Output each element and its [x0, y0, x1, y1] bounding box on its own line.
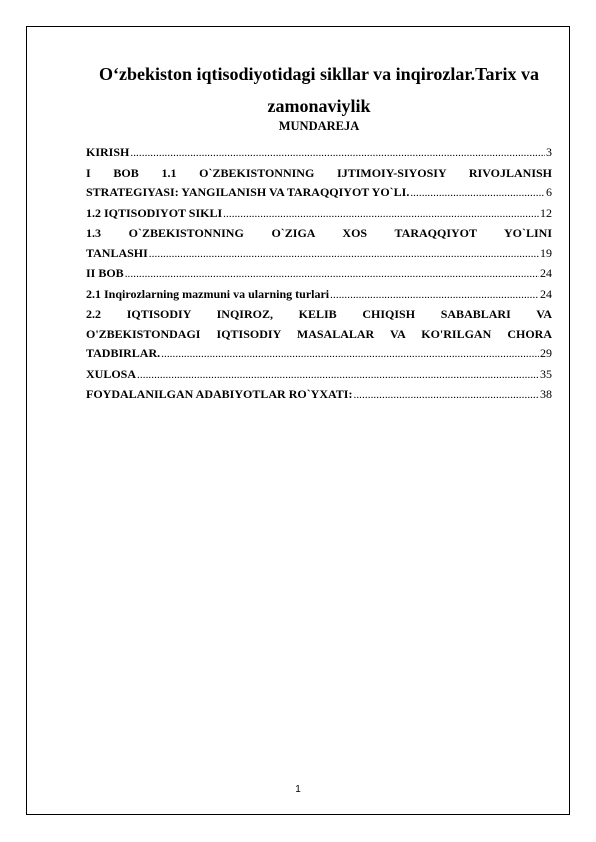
toc-leader-dots	[149, 244, 539, 265]
toc-leader-dots	[330, 285, 539, 306]
toc-page-number: 12	[540, 205, 552, 220]
toc-leader-dots	[137, 365, 539, 386]
toc-entry-label: KIRISH	[86, 145, 130, 159]
toc-page-number: 29	[540, 346, 552, 360]
toc-entry-label: 2.1 Inqirozlarning mazmuni va ularning turlari	[86, 286, 330, 301]
toc-leader-dots	[353, 385, 539, 406]
toc-entry-label: FOYDALANILGAN ADABIYOTLAR RO`YXATI:	[86, 387, 353, 401]
toc-leader-dots	[130, 143, 545, 164]
toc-entry-1-1[interactable]	[86, 164, 552, 204]
toc-leader-dots	[410, 183, 545, 204]
toc-entry-2-1[interactable]	[86, 285, 552, 306]
toc-entry-label: II BOB	[86, 266, 124, 280]
table-of-contents	[86, 143, 552, 406]
toc-page-number: 24	[540, 266, 552, 280]
toc-page-number: 35	[540, 366, 552, 381]
toc-page-number: 24	[540, 286, 552, 301]
document-title: O‘zbekiston iqtisodiyotidagi sikllar va inqirozlar.Tarix va zamonaviylik	[98, 64, 540, 116]
toc-entry-1-3[interactable]	[86, 224, 552, 264]
page-number: 1	[295, 784, 301, 795]
toc-page-number: 38	[540, 387, 552, 401]
toc-entry-label: 2.2 IQTISODIY INQIROZ, KELIB CHIQISH SABABLARI VA	[86, 307, 552, 321]
toc-entry-2-2[interactable]	[86, 305, 552, 365]
toc-entry-references[interactable]	[86, 385, 552, 406]
toc-entry-label: 1.2 IQTISODIYOT SIKLI	[86, 205, 223, 220]
toc-entry-ii-bob[interactable]	[86, 264, 552, 285]
toc-entry-label: I BOB 1.1 O`ZBEKISTONNING IJTIMOIY-SIYOSIY RIVOJLANISH	[86, 165, 552, 180]
toc-leader-dots	[223, 204, 539, 225]
toc-entry-label-cont: TANLASHI	[86, 245, 148, 260]
toc-page-number: 19	[540, 245, 552, 260]
toc-entry-label: XULOSA	[86, 366, 137, 381]
toc-entry-label: 1.3 O`ZBEKISTONNING O`ZIGA XOS TARAQQIYOT YO`LINI	[86, 226, 552, 240]
toc-heading: MUNDAREJA	[278, 119, 360, 133]
toc-leader-dots	[125, 264, 539, 285]
toc-leader-dots	[161, 344, 539, 365]
toc-entry-xulosa[interactable]	[86, 365, 552, 386]
toc-entry-1-2[interactable]	[86, 204, 552, 225]
toc-entry-label-cont: TADBIRLAR.	[86, 346, 161, 360]
toc-entry-label-cont: O'ZBEKISTONDAGI IQTISODIY MASALALAR VA KO'RILGAN CHORA	[86, 326, 552, 341]
toc-entry-kirish[interactable]	[86, 143, 552, 164]
toc-entry-label-cont: STRATEGIYASI: YANGILANISH VA TARAQQIYOT YO`LI.	[86, 185, 410, 199]
toc-page-number: 3	[546, 145, 552, 159]
toc-page-number: 6	[546, 185, 552, 199]
